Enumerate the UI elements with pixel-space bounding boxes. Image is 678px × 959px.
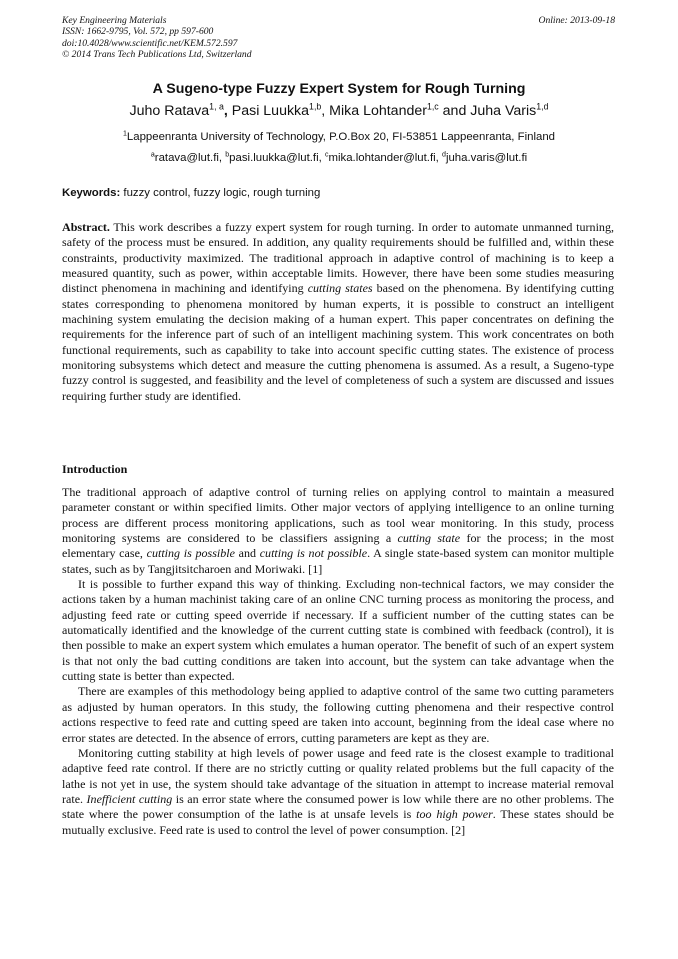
abstract-text: based on the phenomena. By identifying cutting states corresponding to phenomena monitored by human experts, it is possible to construct an intelligent machining system emulating the decision making of a human expert. This paper concentrates on defining the requirements for the inference part of such of an intelligent machining system. This work concentrates on both functional requirements, such as capability to take into account specific cutting states. The existence of process monitoring subsystems which detect and measure the cutting phenomena is assumed. As a result, a Sugeno-type fuzzy control is suggested, and feasibility and the level of completeness of such a system are discussed and issues requiring further study are identified. [62, 281, 614, 403]
abstract [62, 220, 614, 404]
author-list [0, 103, 678, 119]
author-separator: , [321, 103, 330, 119]
paragraph-emphasis: cutting is possible [146, 546, 235, 561]
email-address: juha.varis@lut.fi [445, 152, 528, 164]
paragraph-text: Monitoring cutting stability at high levels of power usage and feed rate is the closest example to traditional adaptive feed rate control. If there are no strictly cutting or quality related problems but the full capacity of the lathe is not yet in use, the system should take advantage of the situation in attempt to increase material removal rate. [62, 745, 614, 806]
affiliation-text: Lappeenranta University of Technology, P.O.Box 20, FI-53851 Lappeenranta, Finland [126, 131, 555, 143]
paragraph-emphasis: too high power [416, 807, 493, 822]
online-date: Online: 2013-09-18 [538, 15, 615, 26]
paragraph-text: and [234, 546, 260, 561]
email-separator: , [318, 152, 325, 164]
paragraph-text: The traditional approach of adaptive control of turning relies on applying control to maintain a measured parameter constant or within specified limits. Other major vectors of applying intelligence to an online turning process are different process monitoring applications, such as tool wear monitoring. In this study, process monitoring systems are considered to be classifiers assigning a [62, 485, 614, 546]
email-separator: , [218, 152, 226, 164]
email-superscript: d [442, 151, 446, 159]
introduction-body [62, 485, 614, 838]
copyright-line: © 2014 Trans Tech Publications Ltd, Switzerland [62, 48, 252, 60]
author-separator: , [223, 103, 232, 119]
intro-paragraph-3: There are examples of this methodology being applied to adaptive control of the same two cutting parameters as adjusted by human operators. In this study, the following cutting phenomena and their respective control actions respective to feed rate and cutting speed are taken into account, beginning from the ideal case where no error states are detected. In the absence of errors, cutting parameters are kept as they are. [62, 684, 614, 745]
affiliation [0, 131, 678, 143]
email-separator: , [435, 152, 443, 164]
keywords-label: Keywords: [62, 187, 121, 199]
email-address: ratava@lut.fi [154, 152, 219, 164]
email-superscript: c [324, 151, 329, 159]
paragraph-text: is an error state where the consumed power is low while there are no other problems. The state where the power consumption of the lathe is at unsafe levels is [62, 791, 614, 822]
intro-paragraph-4 [62, 746, 614, 838]
paragraph-text: for the process; in the most elementary case, [62, 531, 614, 561]
keywords [62, 187, 320, 199]
author-superscript: 1, a [209, 101, 224, 112]
author-superscript: 1,c [426, 101, 439, 112]
author-superscript: 1,d [536, 101, 549, 112]
paragraph-text: . A single state-based system can monitor multiple states, such as by Tangjitsitcharoen and Moriwaki. [1] [62, 546, 614, 576]
doi-line: doi:10.4028/www.scientific.net/KEM.572.597 [62, 37, 238, 49]
issn-line: ISSN: 1662-9795, Vol. 572, pp 597-600 [62, 26, 214, 38]
author-separator: and [438, 103, 471, 119]
abstract-paragraph [62, 220, 614, 404]
author-name: Pasi Luukka [231, 103, 310, 119]
author-name: Juha Varis [470, 103, 537, 119]
paragraph-emphasis: cutting is not possible [259, 546, 368, 561]
email-address: pasi.luukka@lut.fi [229, 152, 319, 164]
author-name: Juho Ratava [129, 103, 210, 119]
abstract-text: This work describes a fuzzy expert system for rough turning. In order to automate unmanned turning, safety of the process must be ensured. In addition, any quality requirements should be fulfilled and, within these constraints, productivity maximized. The traditional approach in adaptive control of machining is to keep a measured quantity, such as power, within acceptable limits. However, there have been some studies measuring distinct phenomena in machining and identifying [62, 220, 614, 296]
paragraph-emphasis: Inefficient cutting [86, 791, 173, 806]
email-superscript: a [150, 151, 155, 159]
keywords-text: fuzzy control, fuzzy logic, rough turning [123, 187, 321, 199]
abstract-emphasis: cutting states [307, 281, 373, 296]
paragraph-emphasis: cutting state [397, 531, 461, 546]
paper-title: A Sugeno-type Fuzzy Expert System for Rough Turning [152, 81, 526, 97]
journal-name: Key Engineering Materials [62, 15, 167, 26]
journal-header [62, 15, 252, 60]
abstract-label: Abstract. [62, 220, 110, 234]
paragraph-text: . These states should be mutually exclusive. Feed rate is used to control the level of power consumption. [2] [62, 807, 614, 837]
section-heading-introduction: Introduction [62, 462, 128, 476]
intro-paragraph-2: It is possible to further expand this way of thinking. Excluding non-technical factors, we may consider the actions taken by a human machinist taking care of an online CNC turning process as monitoring the process, and adjusting feed rate or cutting speed override if necessary. If a sufficient number of the cutting states can be automatically identified and the knowledge of the current cutting state is combined with feedback (control), it is then possible to make an expert system which emulates a human operator. The benefit of such of an expert system is that not only the bad cutting conditions are taken into account, but the system can take advantage when the cutting state is better than expected. [62, 577, 614, 684]
author-name: Mika Lohtander [329, 103, 427, 119]
email-superscript: b [225, 151, 230, 159]
author-superscript: 1,b [309, 101, 322, 112]
intro-paragraph-1 [62, 485, 614, 577]
affiliation-superscript: 1 [123, 130, 127, 138]
email-list [0, 152, 678, 164]
email-address: mika.lohtander@lut.fi [328, 152, 436, 164]
